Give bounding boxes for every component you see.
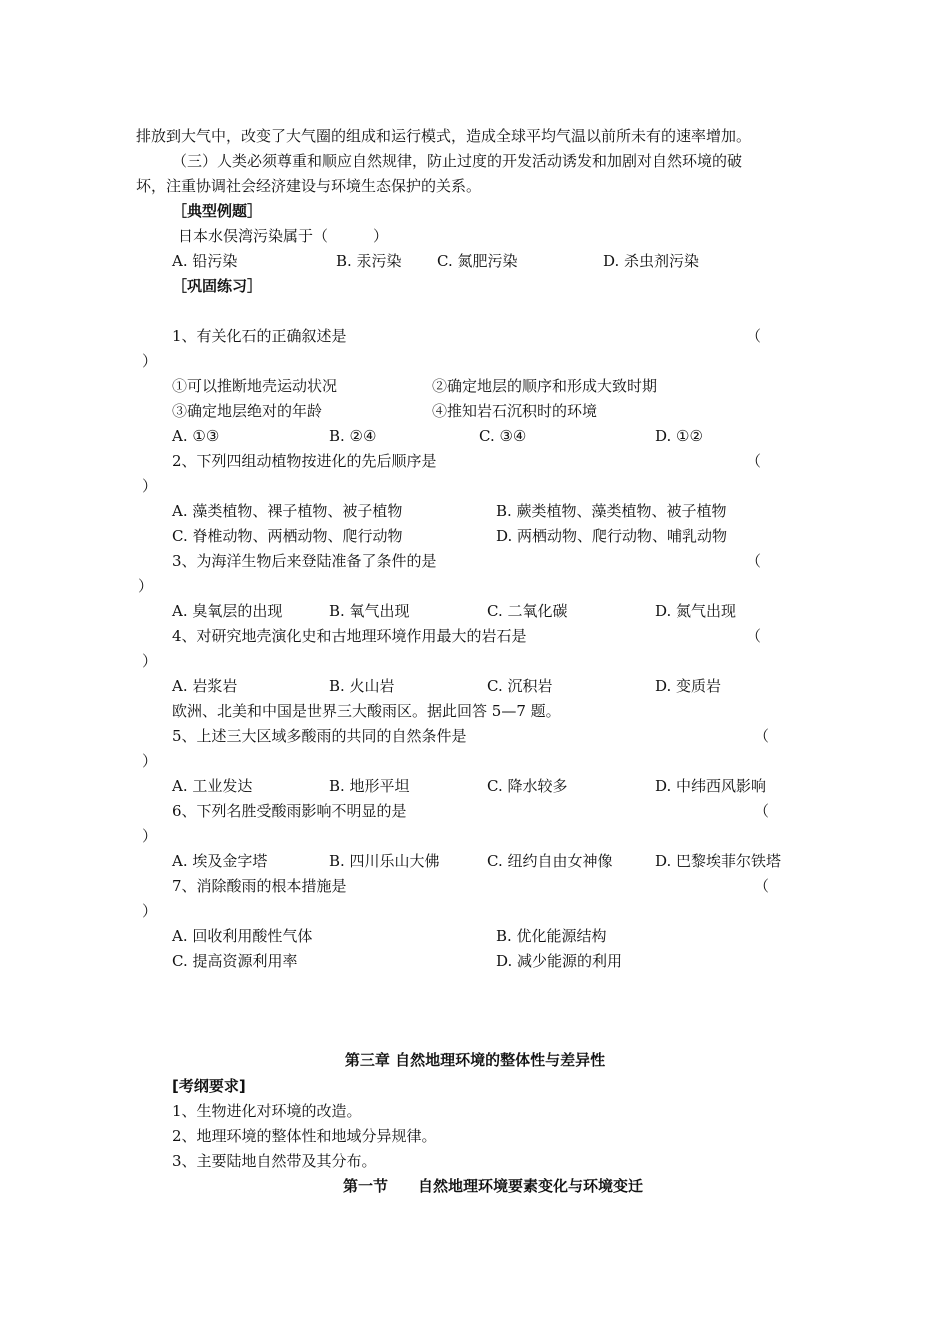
section-title: 第一节 自然地理环境要素变化与环境变迁	[342, 1177, 643, 1195]
option-c: C. ③④	[479, 427, 527, 445]
option-a: A. 回收利用酸性气体	[172, 927, 313, 945]
option-b: B. 汞污染	[336, 252, 402, 270]
q1-paren-open: （	[746, 327, 762, 345]
option-b: B. 蕨类植物、藻类植物、被子植物	[496, 502, 727, 520]
option-a: A. 藻类植物、裸子植物、被子植物	[172, 502, 403, 520]
q4-paren-close: ）	[142, 652, 158, 670]
option-d: D. 中纬西风影响	[655, 777, 767, 795]
question-stem: 欧洲、北美和中国是世界三大酸雨区。据此回答 5—7 题。	[172, 702, 561, 720]
option-d: D. 巴黎埃菲尔铁塔	[655, 852, 782, 870]
q1-paren-close: ）	[142, 352, 158, 370]
q3-text: 3、为海洋生物后来登陆准备了条件的是	[172, 552, 437, 570]
q2-options-row2	[0, 526, 950, 546]
option-b: B. 氧气出现	[329, 602, 410, 620]
statement-4: ④推知岩石沉积时的环境	[432, 402, 598, 420]
q7-paren-close: ）	[142, 902, 158, 920]
option-d: D. 氮气出现	[655, 602, 737, 620]
intro-line-1: 排放到大气中，改变了大气圈的组成和运行模式，造成全球平均气温以前所未有的速率增加。	[136, 127, 752, 145]
q1-options	[0, 426, 950, 446]
requirement-1: 1、生物进化对环境的改造。	[172, 1102, 362, 1120]
practice-heading: ［巩固练习］	[172, 277, 263, 295]
option-b: B. 地形平坦	[329, 777, 410, 795]
option-c: C. 沉积岩	[487, 677, 553, 695]
option-d: D. ①②	[655, 427, 703, 445]
q4-options	[0, 676, 950, 696]
q3-paren-close: ）	[138, 577, 154, 595]
q6-paren-open: （	[754, 802, 770, 820]
option-a: A. 工业发达	[172, 777, 253, 795]
q1-statements-row2	[0, 401, 950, 421]
q2-paren-close: ）	[142, 477, 158, 495]
q2-text: 2、下列四组动植物按进化的先后顺序是	[172, 452, 437, 470]
option-b: B. 四川乐山大佛	[329, 852, 440, 870]
q6-paren-close: ）	[142, 827, 158, 845]
option-b: B. 火山岩	[329, 677, 395, 695]
statement-2: ②确定地层的顺序和形成大致时期	[432, 377, 658, 395]
intro-line-2: （三）人类必须尊重和顺应自然规律，防止过度的开发活动诱发和加剧对自然环境的破	[172, 152, 743, 170]
requirements-heading: [考纲要求]	[172, 1077, 246, 1095]
option-c: C. 二氧化碳	[487, 602, 568, 620]
q1-statements-row1	[0, 376, 950, 396]
q5-paren-close: ）	[142, 752, 158, 770]
chapter-title: 第三章 自然地理环境的整体性与差异性	[344, 1051, 606, 1069]
q5-paren-open: （	[754, 727, 770, 745]
q5-options	[0, 776, 950, 796]
q7-options-row2	[0, 951, 950, 971]
option-c: C. 纽约自由女神像	[487, 852, 613, 870]
option-c: C. 降水较多	[487, 777, 568, 795]
intro-line-3: 坏，注重协调社会经济建设与环境生态保护的关系。	[136, 177, 482, 195]
option-a: A. ①③	[172, 427, 220, 445]
statement-3: ③确定地层绝对的年龄	[172, 402, 323, 420]
option-b: B. 优化能源结构	[496, 927, 607, 945]
option-a: A. 埃及金字塔	[172, 852, 268, 870]
q1-text: 1、有关化石的正确叙述是	[172, 327, 347, 345]
q3-options	[0, 601, 950, 621]
option-c: C. 提高资源利用率	[172, 952, 298, 970]
requirement-3: 3、主要陆地自然带及其分布。	[172, 1152, 377, 1170]
q7-text: 7、消除酸雨的根本措施是	[172, 877, 347, 895]
requirement-2: 2、地理环境的整体性和地域分异规律。	[172, 1127, 437, 1145]
statement-1: ①可以推断地壳运动状况	[172, 377, 338, 395]
q7-paren-open: （	[754, 877, 770, 895]
example-question: 日本水俣湾污染属于（ ）	[178, 227, 389, 245]
option-a: A. 岩浆岩	[172, 677, 238, 695]
option-a: A. 臭氧层的出现	[172, 602, 283, 620]
example-options	[0, 251, 950, 271]
option-d: D. 杀虫剂污染	[603, 252, 700, 270]
q6-options	[0, 851, 950, 871]
option-d: D. 两栖动物、爬行动物、哺乳动物	[496, 527, 728, 545]
q4-paren-open: （	[746, 627, 762, 645]
option-d: D. 变质岩	[655, 677, 722, 695]
q2-options-row1	[0, 501, 950, 521]
q5-text: 5、上述三大区域多酸雨的共同的自然条件是	[172, 727, 467, 745]
q2-paren-open: （	[746, 452, 762, 470]
q4-text: 4、对研究地壳演化史和古地理环境作用最大的岩石是	[172, 627, 527, 645]
q6-text: 6、下列名胜受酸雨影响不明显的是	[172, 802, 407, 820]
q3-paren-open: （	[746, 552, 762, 570]
q7-options-row1	[0, 926, 950, 946]
option-c: C. 脊椎动物、两栖动物、爬行动物	[172, 527, 403, 545]
option-a: A. 铅污染	[172, 252, 238, 270]
option-c: C. 氮肥污染	[437, 252, 518, 270]
example-heading: ［典型例题］	[172, 202, 263, 220]
option-d: D. 减少能源的利用	[496, 952, 623, 970]
option-b: B. ②④	[329, 427, 377, 445]
